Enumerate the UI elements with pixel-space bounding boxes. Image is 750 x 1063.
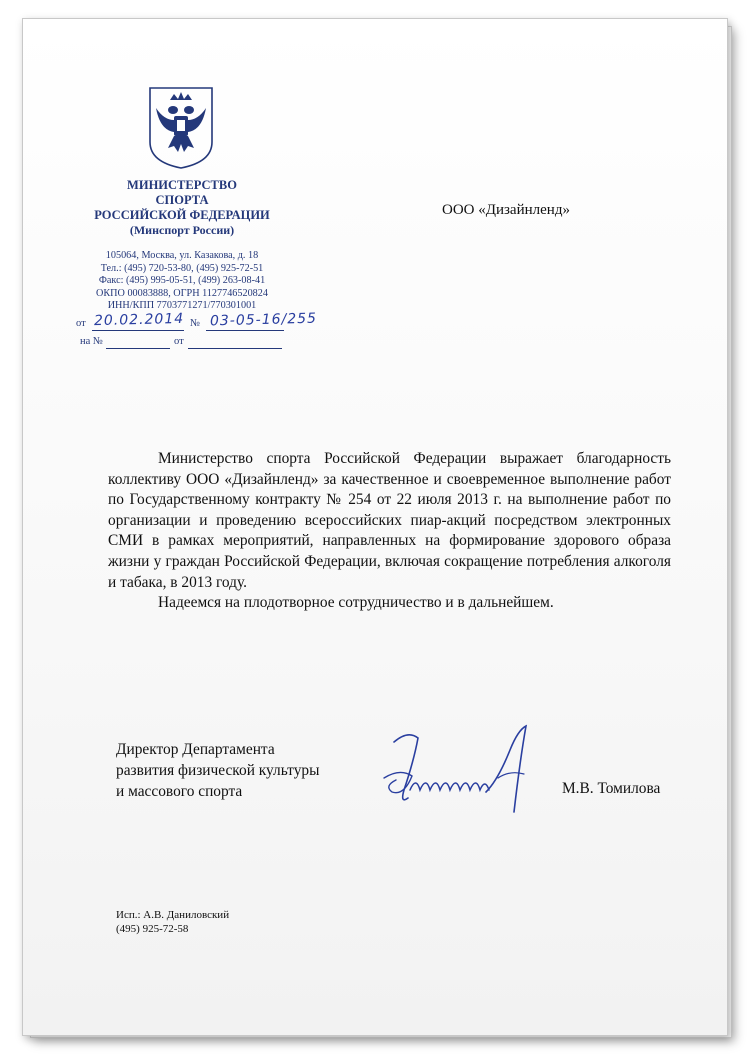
ref-number-underline: [106, 348, 170, 349]
executor-phone: (495) 925-72-58: [116, 923, 189, 935]
signatory-title: [116, 739, 319, 802]
coat-of-arms-icon: [144, 86, 218, 170]
body-paragraph: Министерство спорта Российской Федерации выражает благодарность коллективу ООО «Дизайнленд» за качественное и своевременное выполнение работ по Государственному контракту № 254 от 22 июля 2013 г. на выполнение работ по организации и проведению всероссийских пиар-акций посредством электронных СМИ в рамках мероприятий, направленных на формирование здорового образа жизни у граждан Российской Федерации, включая сокращение потребления алкоголя и табака, в 2013 году.: [108, 450, 671, 591]
signature-icon: [374, 720, 554, 820]
number-prefix: №: [190, 318, 201, 329]
recipient: ООО «Дизайнленд»: [442, 202, 570, 218]
ref-from: от: [174, 336, 184, 347]
executor-info: [116, 908, 229, 936]
contact-line: Тел.: (495) 720-53-80, (495) 925-72-51: [100, 262, 264, 274]
ministry-contacts: [62, 250, 302, 313]
ministry-line: МИНИСТЕРСТВО: [127, 178, 237, 192]
ref-date-underline: [188, 348, 282, 349]
signatory-title-line: развития физической культуры: [116, 762, 320, 779]
body-paragraph: Надеемся на плодотворное сотрудничество и в дальнейшем.: [158, 594, 554, 612]
number-underline: [206, 330, 284, 331]
signatory-title-line: Директор Департамента: [116, 741, 275, 758]
ref-prefix: на №: [80, 336, 103, 347]
signatory-name: М.В. Томилова: [562, 780, 661, 797]
contact-line: ИНН/КПП 7703771271/770301001: [107, 300, 257, 312]
contact-line: 105064, Москва, ул. Казакова, д. 18: [105, 250, 259, 261]
ministry-name: [72, 178, 292, 238]
date-prefix: от: [76, 318, 86, 329]
executor-name: Исп.: А.В. Даниловский: [116, 909, 230, 921]
contact-line: ОКПО 00083888, ОГРН 1127746520824: [96, 287, 268, 299]
handwritten-date: 20.02.2014: [93, 310, 185, 330]
letter-body: [108, 449, 671, 614]
signatory-title-line: и массового спорта: [116, 783, 243, 800]
contact-line: Факс: (495) 995-05-51, (499) 263-08-41: [98, 275, 266, 287]
date-underline: [92, 330, 184, 331]
ministry-short-name: (Минспорт России): [129, 223, 235, 237]
ministry-line: СПОРТА: [155, 193, 209, 207]
ministry-line: РОССИЙСКОЙ ФЕДЕРАЦИИ: [94, 208, 270, 222]
handwritten-number: 03-05-16/255: [209, 310, 318, 330]
